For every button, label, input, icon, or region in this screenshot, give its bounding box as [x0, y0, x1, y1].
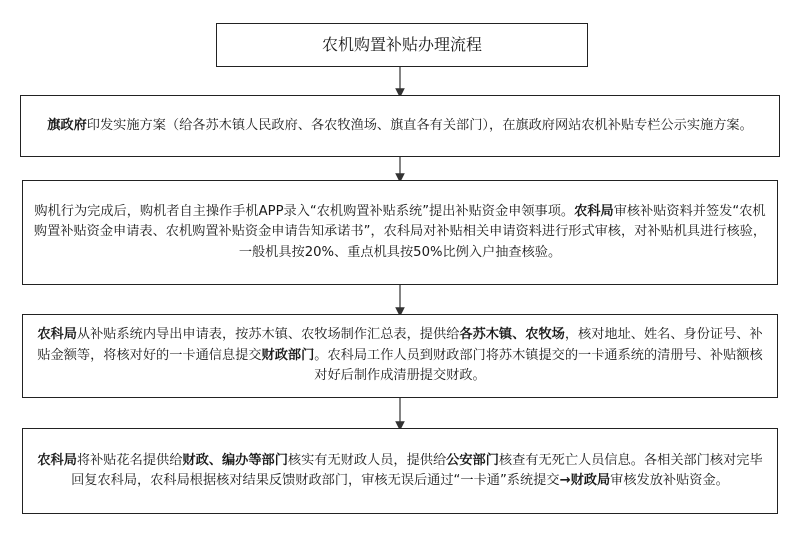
- step-3-part-4: 财政部门: [261, 347, 315, 363]
- step-4-part-2: 财政、编办等部门: [182, 452, 288, 468]
- step-3-part-3: ，核对地址、姓名、身份证号、补贴金额等，将核对好的一卡通信息提交: [37, 327, 763, 363]
- step-3-box: [22, 314, 778, 398]
- step-1-text: [31, 116, 769, 137]
- step-1-box: [20, 95, 780, 157]
- step-2-part-2: 审核补贴资料并签发“农机购置补贴资金申请表、农机购置补贴资金申请告知承诺书”，农科局对补贴相关申请资料进行形式审核，对补贴机具进行核验，一般机具按20%、重点机具按50%比例入户抽查核验。: [33, 203, 767, 260]
- step-4-text: [33, 451, 767, 492]
- flowchart-title: [216, 23, 588, 67]
- step-4-part-0: 农科局: [37, 452, 77, 468]
- step-1-part-0: 旗政府: [47, 117, 87, 133]
- step-4-part-1: 将补贴花名提供给: [76, 452, 183, 468]
- step-1-part-1: 印发实施方案（给各苏木镇人民政府、各农牧渔场、旗直各有关部门），在旗政府网站农机补贴专栏公示实施方案。: [86, 117, 753, 133]
- step-2-part-0: 购机行为完成后，购机者自主操作手机APP录入“农机购置补贴系统”提出补贴资金申领事项。: [34, 203, 575, 219]
- step-4-part-6: →财政局: [559, 473, 611, 488]
- step-4-part-7: 审核发放补贴资金。: [610, 473, 729, 488]
- step-3-text: [33, 325, 767, 387]
- step-2-box: [22, 180, 778, 285]
- step-2-text: [33, 202, 767, 264]
- step-2-part-1: 农科局: [574, 203, 614, 219]
- step-4-part-4: 公安部门: [446, 452, 499, 468]
- step-3-part-0: 农科局: [37, 327, 77, 343]
- step-4-part-5: 核查有无死亡人员信息。各相关部门核对完毕回复农科局，农科局根据核对结果反馈财政部门，审核无误后通过“一卡通”系统提交: [71, 452, 763, 488]
- flowchart-title-text: 农机购置补贴办理流程: [321, 34, 482, 54]
- step-4-box: [22, 428, 778, 514]
- step-3-part-1: 从补贴系统内导出申请表，按苏木镇、农牧场制作汇总表，提供给: [76, 327, 460, 343]
- step-3-part-5: 。农科局工作人员到财政部门将苏木镇提交的一卡通系统的清册号、补贴额核对好后制作成清册提交财政。: [314, 347, 763, 384]
- step-4-part-3: 核实有无财政人员，提供给: [287, 452, 447, 468]
- step-3-part-2: 各苏木镇、农牧场: [459, 327, 565, 343]
